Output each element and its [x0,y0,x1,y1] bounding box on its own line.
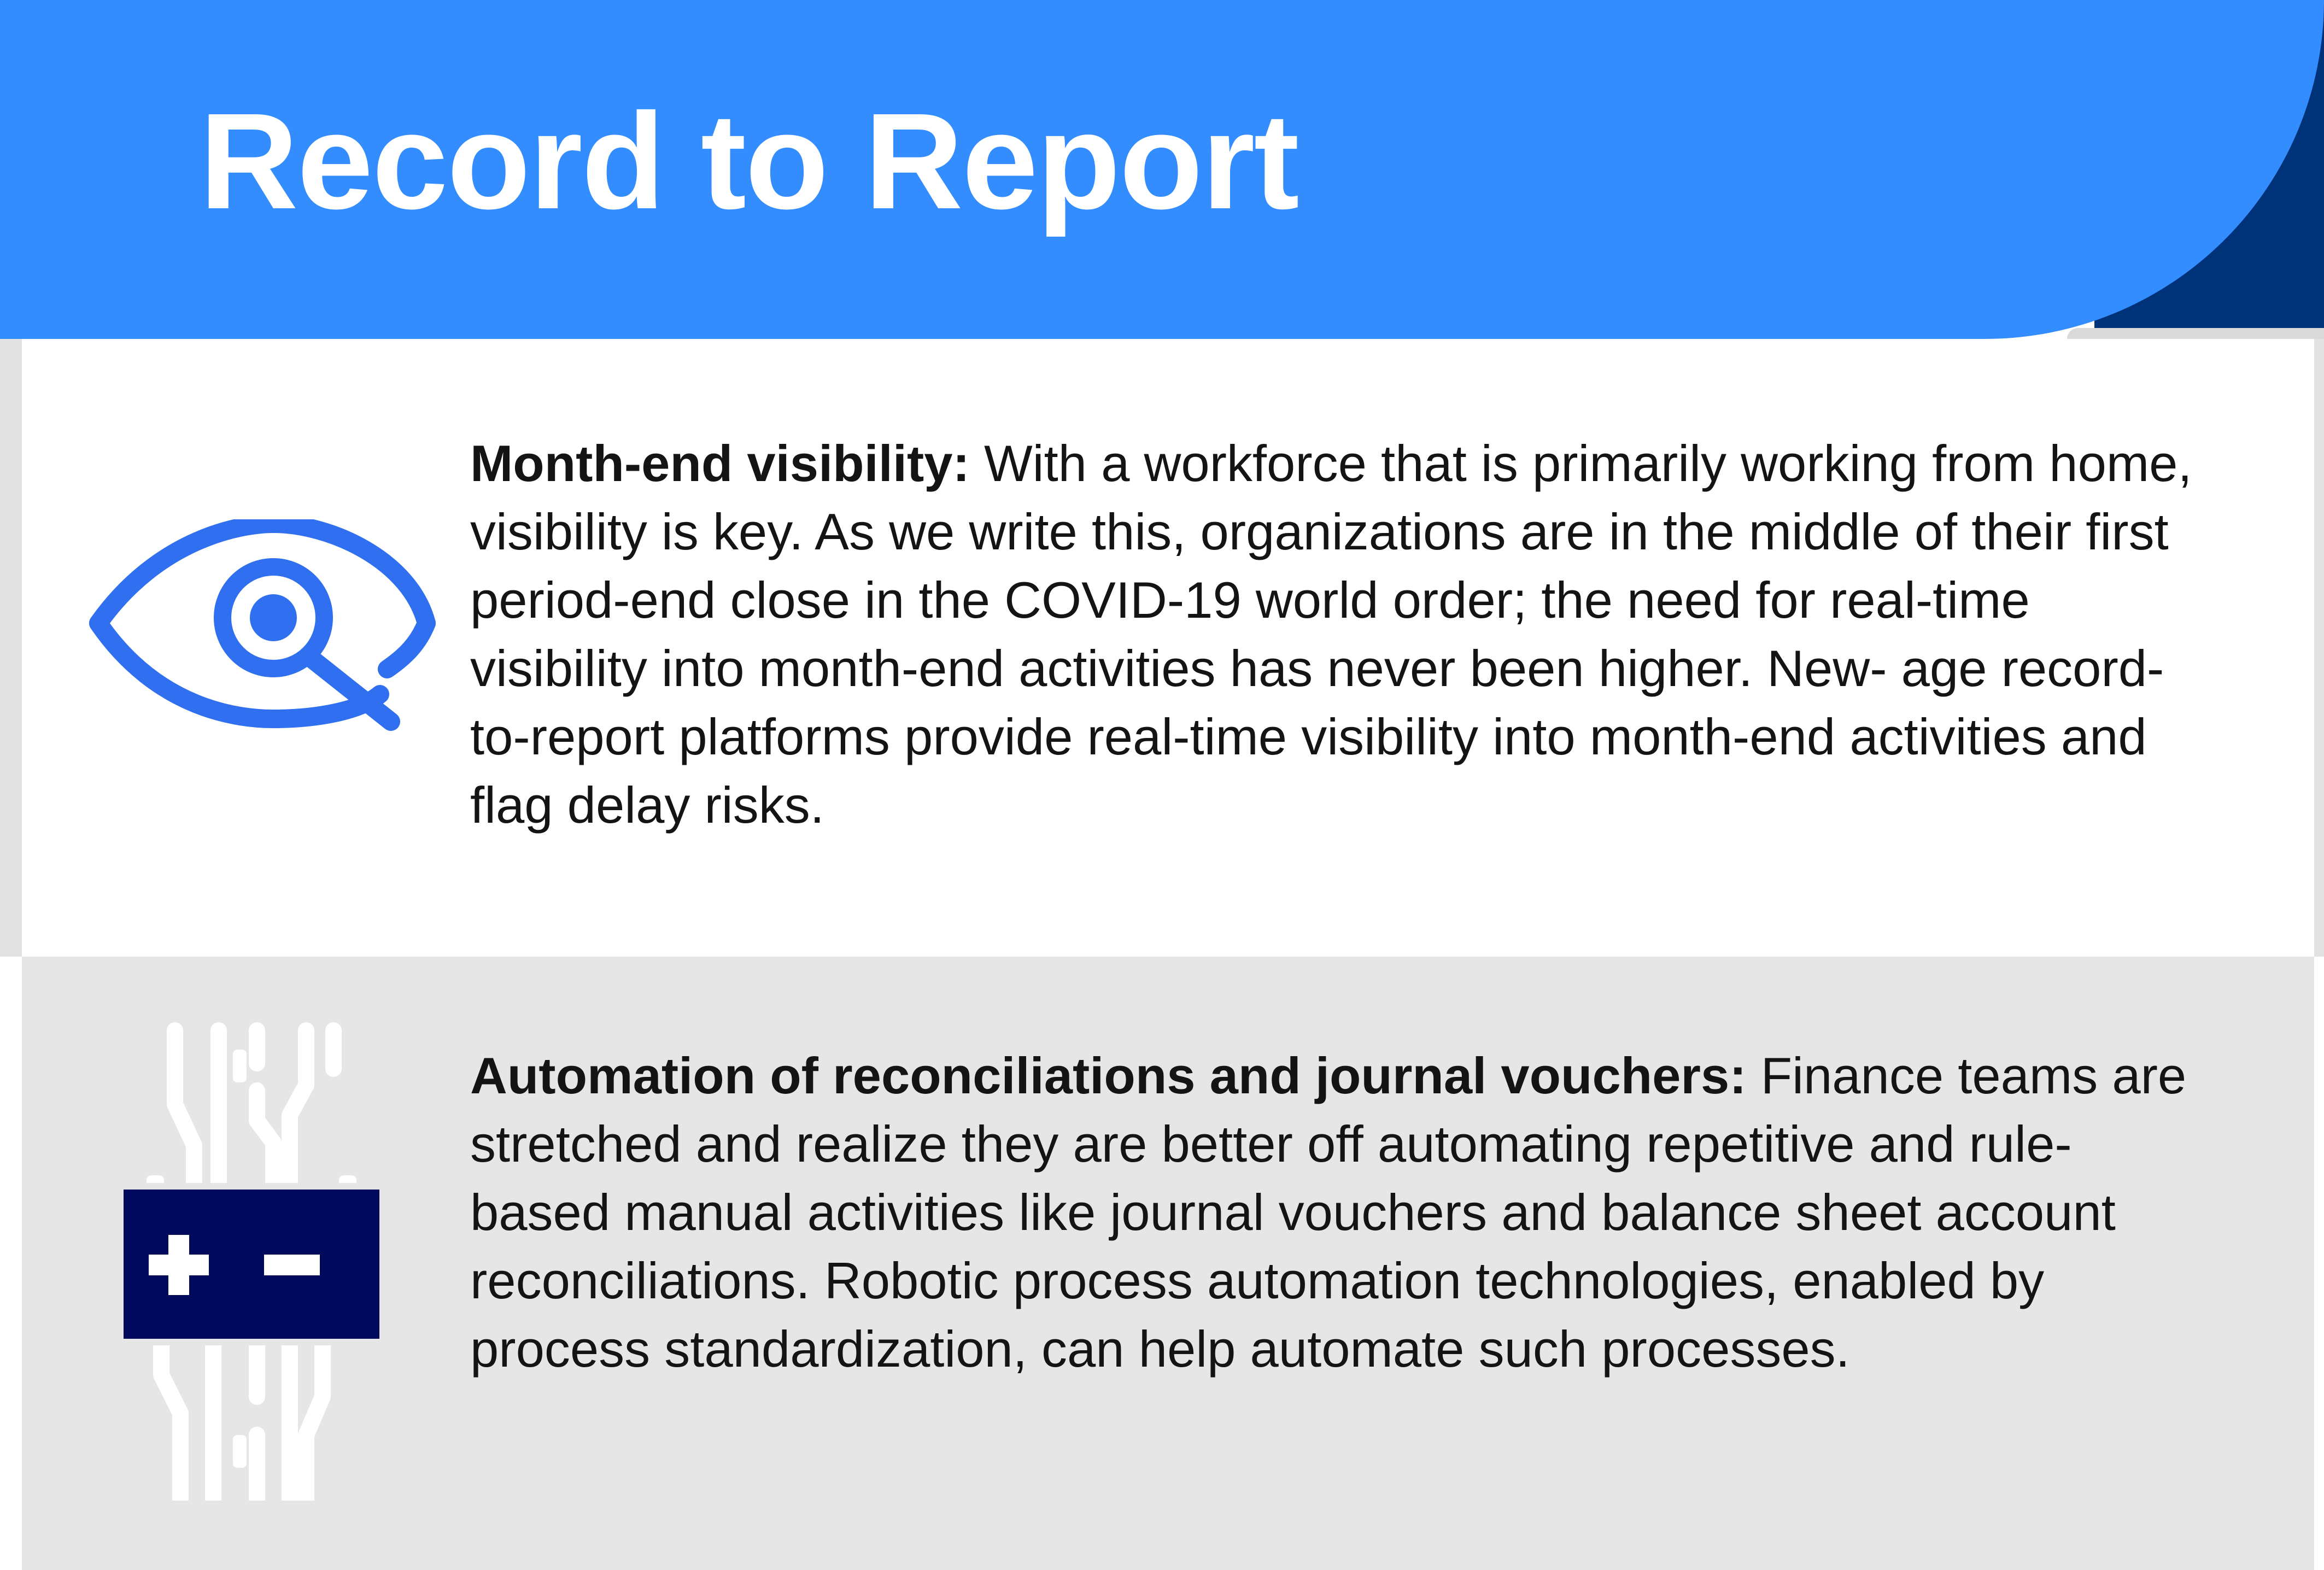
right-frame-line [2314,339,2324,957]
automation-heading: Automation of reconciliations and journal vouchers: [470,1047,1747,1104]
month-end-visibility-paragraph [470,429,2209,839]
page-title: Record to Report [200,85,1298,237]
automation-body: Finance teams are stretched and realize they are better off automating repetitive and rule-based manual activities like journal vouchers and balance sheet account reconciliations. Robotic process automation technologies, enabled by process standardization, can help automate such processes. [470,1047,2187,1378]
automation-section [22,957,2314,1570]
header-shadow [2067,328,2324,339]
page-header [0,0,2324,339]
plus-minus-circuit-icon [98,1020,405,1501]
month-end-visibility-section [22,339,2314,957]
month-end-visibility-body: With a workforce that is primarily working from home, visibility is key. As we write this, organizations are in the middle of their first period-end close in the COVID-19 world order; the need for real-time visibility into month-end activities has never been higher. New- age record-to-report platforms provide real-time visibility into month-end activities and flag delay risks. [470,435,2192,834]
eye-search-icon [77,519,448,749]
month-end-visibility-heading: Month-end visibility: [470,435,970,492]
automation-paragraph [470,1041,2209,1383]
